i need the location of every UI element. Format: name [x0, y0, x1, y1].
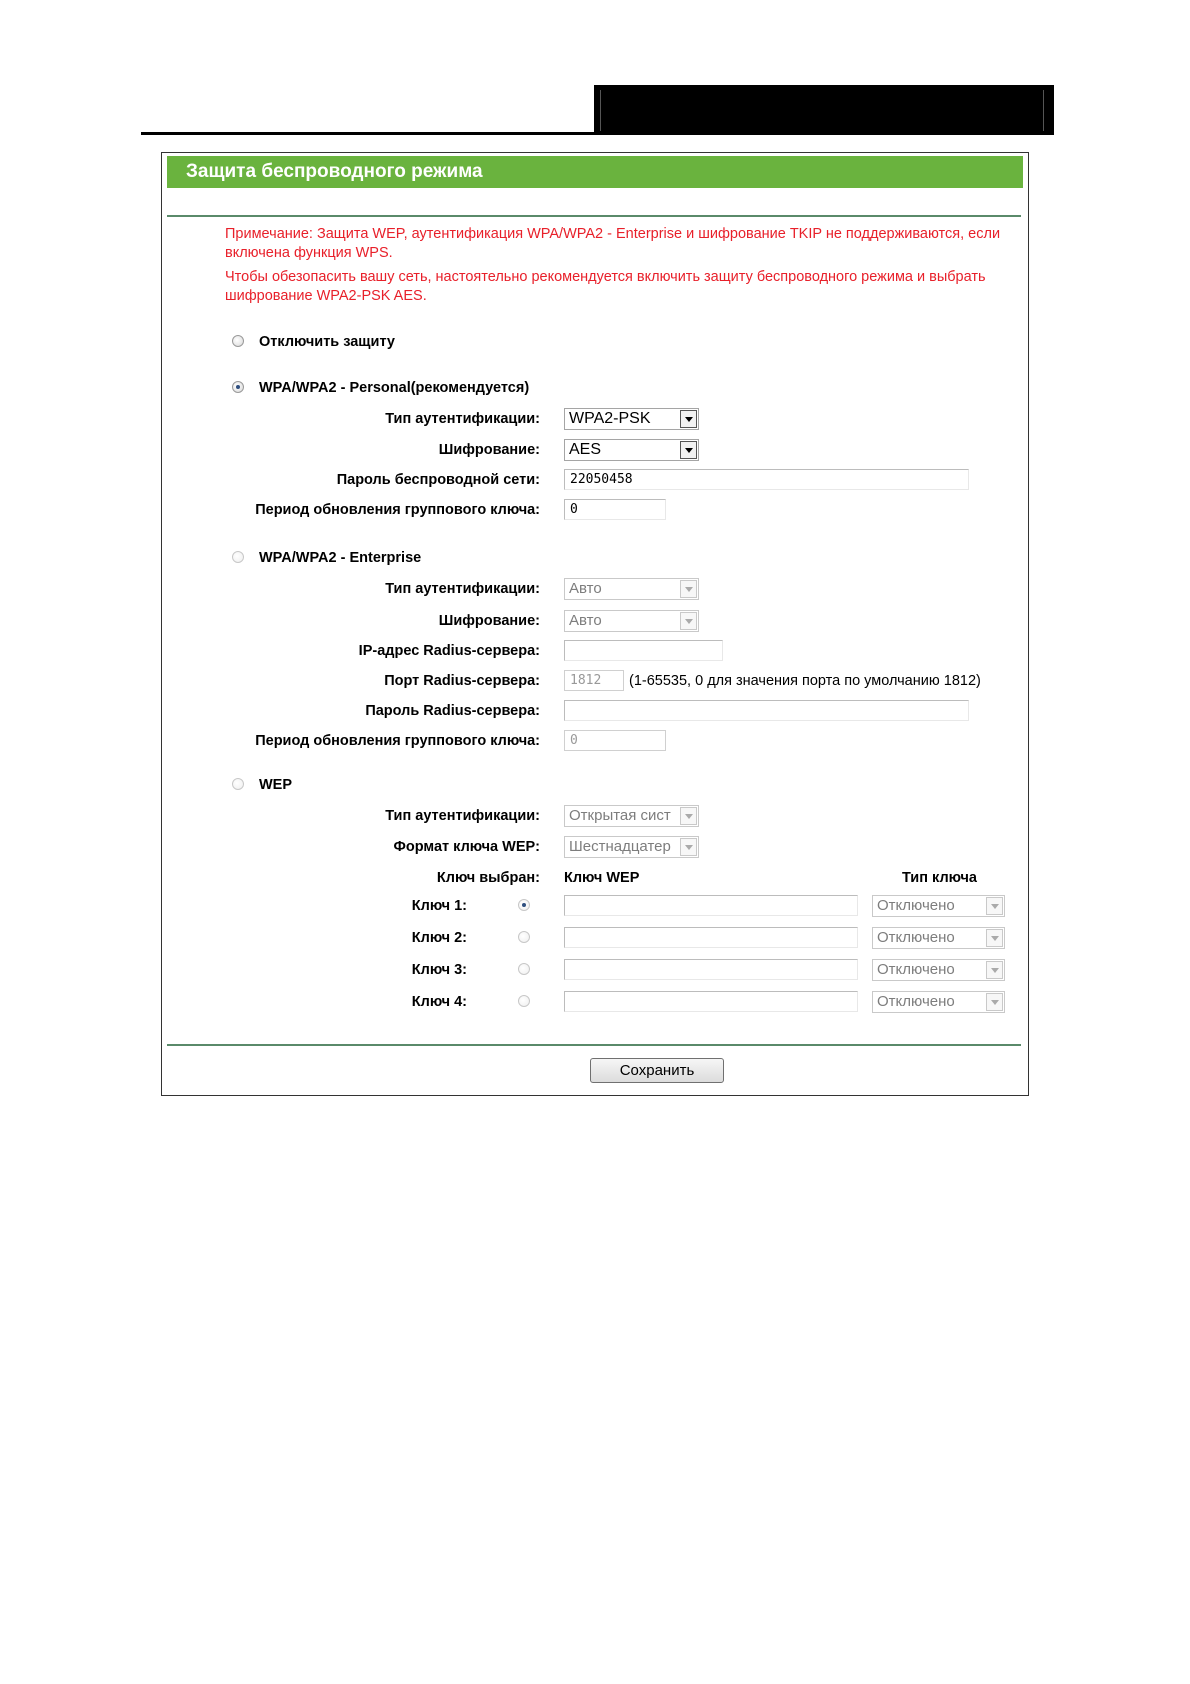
wep-key3-type-select[interactable]	[872, 959, 1005, 981]
radius-ip-input[interactable]	[564, 640, 723, 661]
chevron-down-icon[interactable]	[680, 807, 697, 825]
wireless-security-panel	[161, 152, 1029, 1096]
chevron-down-icon[interactable]	[986, 961, 1003, 979]
radius-port-label: Порт Radius-сервера:	[384, 673, 540, 689]
wep-key3-input[interactable]	[564, 959, 858, 980]
personal-auth-value: WPA2-PSK	[569, 410, 651, 427]
enterprise-period-input[interactable]: 0	[564, 730, 666, 751]
personal-period-label: Период обновления группового ключа:	[255, 502, 540, 518]
radio-wpa-enterprise[interactable]	[232, 551, 244, 563]
wep-key2-input[interactable]	[564, 927, 858, 948]
wep-selected-header: Ключ выбран:	[436, 870, 540, 886]
enterprise-period-label: Период обновления группового ключа:	[255, 733, 540, 749]
option-disable-security-label: Отключить защиту	[259, 334, 395, 350]
chevron-down-icon[interactable]	[986, 897, 1003, 915]
panel-title: Защита беспроводного режима	[167, 156, 1023, 188]
radio-wep[interactable]	[232, 778, 244, 790]
wep-key1-label: Ключ 1:	[411, 898, 467, 914]
wep-key2-type-select[interactable]	[872, 927, 1005, 949]
wep-key4-type-select[interactable]	[872, 991, 1005, 1013]
top-divider	[167, 215, 1021, 217]
wep-key-header: Ключ WEP	[564, 870, 640, 886]
wep-format-label: Формат ключа WEP:	[393, 839, 540, 855]
save-button[interactable]: Сохранить	[590, 1058, 724, 1083]
option-wpa-personal-label: WPA/WPA2 - Personal(рекомендуется)	[259, 380, 530, 396]
radius-ip-label: IP-адрес Radius-сервера:	[358, 643, 540, 659]
enterprise-enc-value: Авто	[569, 612, 602, 629]
radius-port-hint: (1-65535, 0 для значения порта по умолчанию 1812)	[629, 673, 981, 689]
chevron-down-icon[interactable]	[680, 580, 697, 598]
bottom-divider	[167, 1044, 1021, 1046]
enterprise-auth-label: Тип аутентификации:	[385, 581, 540, 597]
radius-port-input[interactable]: 1812	[564, 670, 624, 691]
personal-enc-select[interactable]	[564, 439, 699, 461]
wep-auth-select[interactable]	[564, 805, 699, 827]
wep-auth-label: Тип аутентификации:	[385, 808, 540, 824]
chevron-down-icon[interactable]	[680, 441, 697, 459]
personal-password-label: Пароль беспроводной сети:	[336, 472, 540, 488]
wep-key3-label: Ключ 3:	[411, 962, 467, 978]
enterprise-auth-value: Авто	[569, 580, 602, 597]
personal-enc-label: Шифрование:	[438, 442, 540, 458]
wep-type-header: Тип ключа	[902, 870, 977, 886]
wep-key1-type-value: Отключено	[877, 897, 955, 914]
chevron-down-icon[interactable]	[986, 929, 1003, 947]
wep-key2-type-value: Отключено	[877, 929, 955, 946]
note-wps: Примечание: Защита WEP, аутентификация WPA/WPA2 - Enterprise и шифрование TKIP не поддерживаются, если включена функция WPS.	[225, 226, 1001, 261]
radius-password-input[interactable]	[564, 700, 969, 721]
chevron-down-icon[interactable]	[680, 838, 697, 856]
wep-key3-radio[interactable]	[518, 963, 530, 975]
option-wep-label: WEP	[259, 777, 293, 793]
page-header-bar	[594, 85, 1054, 135]
personal-enc-value: AES	[569, 441, 602, 458]
wep-key1-input[interactable]	[564, 895, 858, 916]
radius-password-label: Пароль Radius-сервера:	[365, 703, 540, 719]
wep-auth-value: Открытая сист	[569, 807, 671, 824]
wep-key2-label: Ключ 2:	[411, 930, 467, 946]
note-recommendation: Чтобы обезопасить вашу сеть, настоятельно рекомендуется включить защиту беспроводного режима и выбрать шифрование WPA2-PSK AES.	[225, 269, 986, 304]
enterprise-auth-select[interactable]	[564, 578, 699, 600]
personal-auth-select[interactable]	[564, 408, 699, 430]
personal-auth-label: Тип аутентификации:	[385, 411, 540, 427]
wep-key4-label: Ключ 4:	[411, 994, 467, 1010]
wep-key3-type-value: Отключено	[877, 961, 955, 978]
radio-wpa-personal[interactable]	[232, 381, 244, 393]
enterprise-enc-select[interactable]	[564, 610, 699, 632]
wep-key4-type-value: Отключено	[877, 993, 955, 1010]
wep-format-value: Шестнадцатер	[569, 838, 671, 855]
chevron-down-icon[interactable]	[986, 993, 1003, 1011]
personal-password-input[interactable]: 22050458	[564, 469, 969, 490]
option-wpa-enterprise-label: WPA/WPA2 - Enterprise	[259, 550, 422, 566]
wep-key4-radio[interactable]	[518, 995, 530, 1007]
wep-key4-input[interactable]	[564, 991, 858, 1012]
chevron-down-icon[interactable]	[680, 410, 697, 428]
page-header-rule	[141, 132, 1054, 135]
personal-period-input[interactable]: 0	[564, 499, 666, 520]
wep-key1-type-select[interactable]	[872, 895, 1005, 917]
chevron-down-icon[interactable]	[680, 612, 697, 630]
enterprise-enc-label: Шифрование:	[438, 613, 540, 629]
wep-key2-radio[interactable]	[518, 931, 530, 943]
wep-key1-radio[interactable]	[518, 899, 530, 911]
radio-disable-security[interactable]	[232, 335, 244, 347]
wep-format-select[interactable]	[564, 836, 699, 858]
